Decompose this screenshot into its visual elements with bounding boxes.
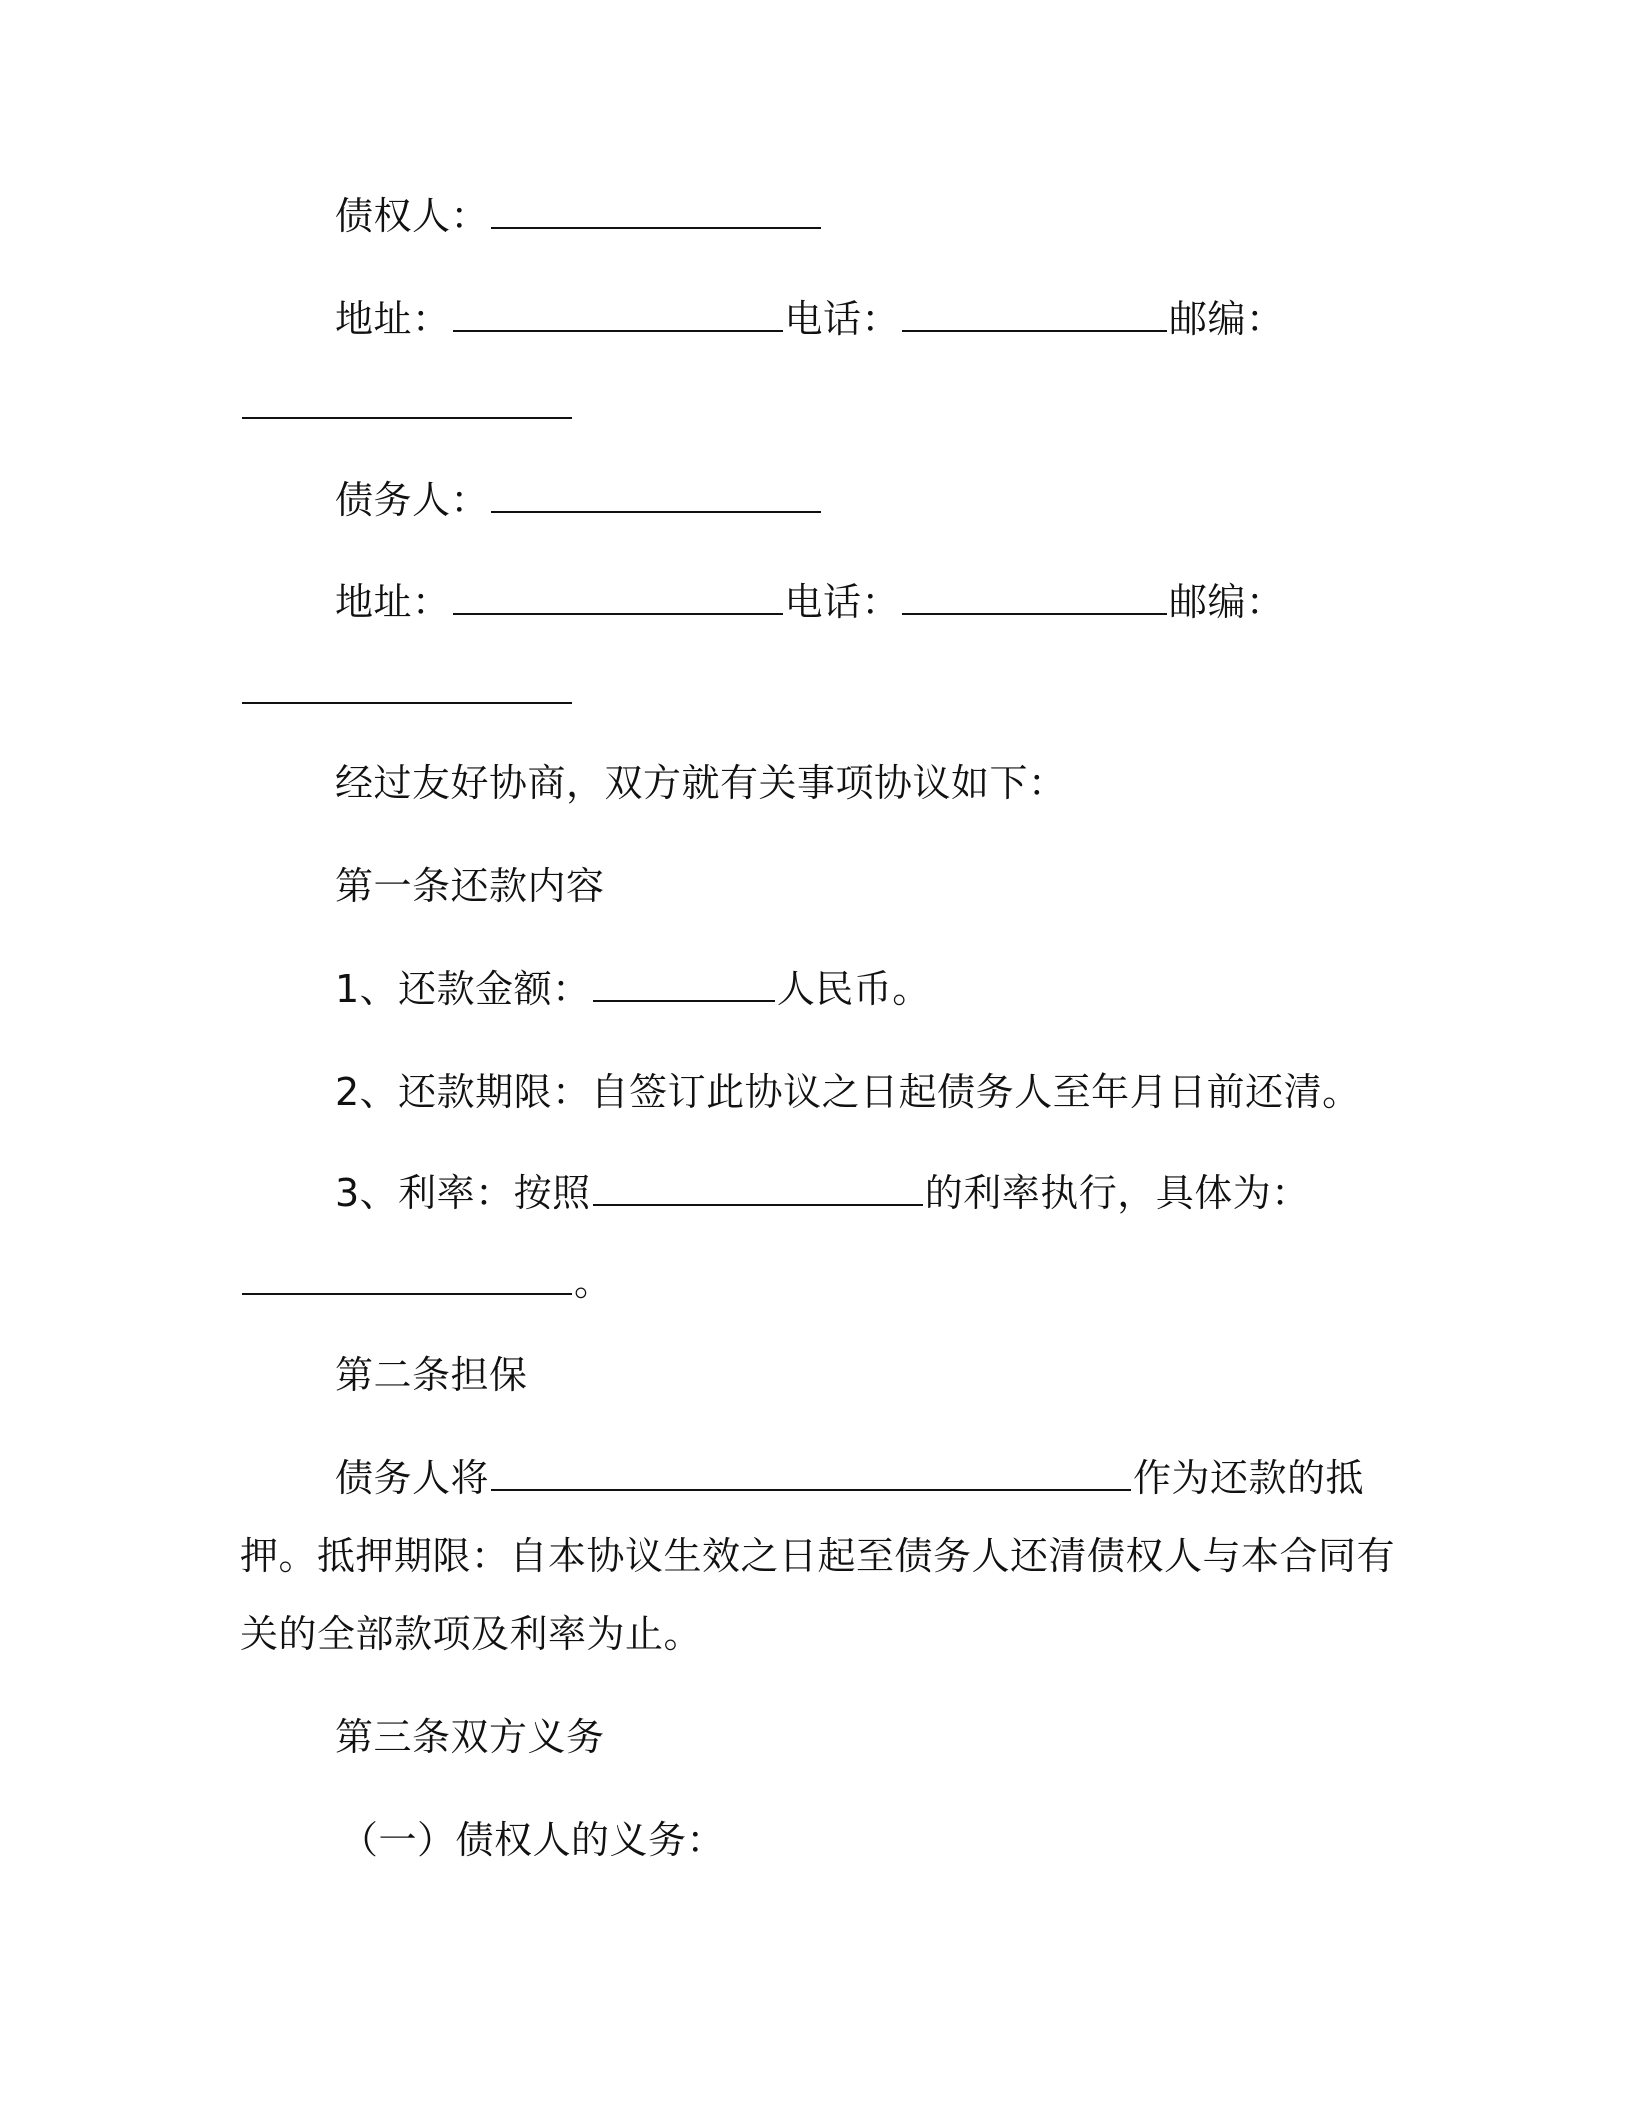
article2-line3: 关的全部款项及利率为止。 — [240, 1612, 703, 1656]
debtor-phone-label: 电话： — [784, 580, 901, 624]
creditor-postcode-blank[interactable] — [242, 387, 572, 419]
debtor-postcode-label: 邮编： — [1169, 580, 1285, 624]
creditor-address-label: 地址： — [335, 297, 451, 341]
article1-item2: 2、还款期限：自签订此协议之日起债务人至年月日前还清。 — [335, 1070, 1361, 1114]
creditor-address-blank[interactable] — [453, 300, 783, 332]
creditor-name-line — [240, 190, 1475, 242]
debtor-address-label: 地址： — [335, 580, 451, 624]
article2-suffix: 作为还款的抵 — [1133, 1456, 1365, 1500]
interest-rate-suffix: 的利率执行，具体为： — [924, 1171, 1310, 1215]
collateral-blank[interactable] — [491, 1459, 1131, 1491]
article2-prefix: 债务人将 — [335, 1456, 490, 1500]
intro-paragraph: 经过友好协商，双方就有关事项协议如下： — [335, 761, 1067, 805]
article2-title: 第二条担保 — [335, 1353, 528, 1397]
article2-line2: 押。抵押期限：自本协议生效之日起至债务人还清债权人与本合同有 — [240, 1534, 1396, 1578]
interest-rate-end: 。 — [574, 1260, 613, 1304]
debtor-label: 债务人： — [335, 478, 490, 522]
debtor-contact-line — [240, 576, 1475, 628]
interest-rate-label: 3、利率：按照 — [335, 1171, 591, 1215]
debtor-postcode-blank[interactable] — [242, 672, 572, 704]
debtor-phone-blank[interactable] — [902, 583, 1167, 615]
article3-sub1: （一）债权人的义务： — [340, 1818, 726, 1862]
article1-item3 — [240, 1167, 1475, 1219]
article1-item3-cont — [240, 1256, 1380, 1308]
repayment-amount-suffix: 人民币。 — [776, 967, 931, 1011]
article1-title: 第一条还款内容 — [335, 864, 605, 908]
article2-line1 — [240, 1452, 1475, 1504]
creditor-phone-blank[interactable] — [902, 300, 1167, 332]
creditor-postcode-label: 邮编： — [1169, 297, 1285, 341]
repayment-amount-label: 1、还款金额： — [335, 967, 591, 1011]
debtor-name-line — [240, 474, 1475, 526]
debtor-postcode-line — [240, 665, 1380, 717]
creditor-name-blank[interactable] — [491, 197, 821, 229]
interest-rate-detail-blank[interactable] — [242, 1263, 572, 1295]
article1-item1 — [240, 963, 1475, 1015]
repayment-amount-blank[interactable] — [593, 970, 775, 1002]
article3-title: 第三条双方义务 — [335, 1715, 605, 1759]
creditor-postcode-line — [240, 380, 1380, 432]
creditor-phone-label: 电话： — [784, 297, 901, 341]
interest-rate-basis-blank[interactable] — [593, 1174, 923, 1206]
creditor-label: 债权人： — [335, 194, 490, 238]
creditor-contact-line — [240, 293, 1475, 345]
debtor-name-blank[interactable] — [491, 481, 821, 513]
debtor-address-blank[interactable] — [453, 583, 783, 615]
